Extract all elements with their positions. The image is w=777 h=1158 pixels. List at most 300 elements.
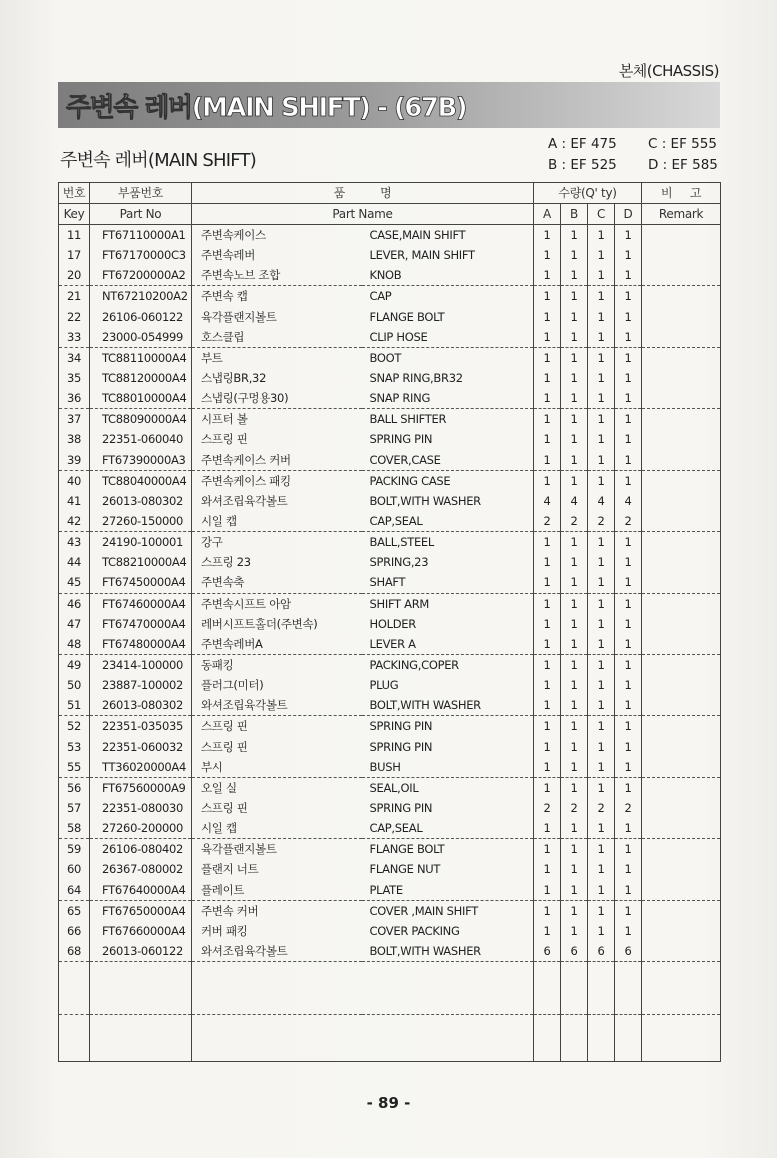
part-key: 21 [59, 286, 90, 307]
part-no-header-en: Part No [90, 204, 192, 225]
remark [642, 695, 721, 716]
part-name-kr: 강구 [192, 532, 362, 553]
remark [642, 327, 721, 348]
qty-d: 1 [615, 286, 642, 307]
part-name-en: BOLT,WITH WASHER [362, 941, 534, 962]
remark [642, 880, 721, 901]
qty-c: 1 [588, 552, 615, 572]
table-row [59, 654, 721, 675]
qty-b: 1 [561, 839, 588, 860]
part-key: 43 [59, 532, 90, 553]
part-key: 46 [59, 593, 90, 614]
remark [642, 286, 721, 307]
qty-c: 1 [588, 470, 615, 491]
model-d: D : EF 585 [648, 157, 718, 173]
empty-row [59, 962, 721, 1015]
remark-header-en: Remark [642, 204, 721, 225]
part-key: 57 [59, 798, 90, 818]
qty-b: 1 [561, 225, 588, 246]
part-number: 22351-080030 [90, 798, 192, 818]
qty-b: 1 [561, 286, 588, 307]
empty-cell [59, 962, 90, 1015]
table-row [59, 614, 721, 634]
part-number: FT67200000A2 [90, 265, 192, 286]
qty-d: 1 [615, 859, 642, 879]
parts-table-body [59, 225, 721, 1062]
qty-a: 1 [534, 859, 561, 879]
qty-a: 1 [534, 286, 561, 307]
qty-a: 1 [534, 818, 561, 839]
part-number: 23887-100002 [90, 675, 192, 695]
part-name-kr: 호스클립 [192, 327, 362, 348]
qty-c: 2 [588, 798, 615, 818]
part-name-kr: 커버 패킹 [192, 921, 362, 941]
qty-d: 1 [615, 634, 642, 655]
qty-d: 1 [615, 245, 642, 265]
remark [642, 368, 721, 388]
table-row [59, 737, 721, 757]
qty-a: 2 [534, 511, 561, 532]
part-name-kr: 주변속시프트 아암 [192, 593, 362, 614]
part-name-kr: 주변속노브 조합 [192, 265, 362, 286]
qty-d: 1 [615, 368, 642, 388]
remark-header-kr: 비 고 [642, 183, 721, 204]
part-name-kr: 스프링 핀 [192, 716, 362, 737]
qty-d: 1 [615, 307, 642, 327]
part-key: 58 [59, 818, 90, 839]
qty-a: 1 [534, 675, 561, 695]
part-key: 51 [59, 695, 90, 716]
table-row [59, 941, 721, 962]
part-name-en: BOLT,WITH WASHER [362, 695, 534, 716]
parts-table [58, 182, 721, 1062]
part-name-en: HOLDER [362, 614, 534, 634]
qty-d: 1 [615, 552, 642, 572]
qty-d: 1 [615, 900, 642, 921]
model-b: B : EF 525 [548, 157, 617, 173]
qty-header: 수량(Q' ty) [534, 183, 642, 204]
part-number: TC88090000A4 [90, 409, 192, 430]
qty-b: 1 [561, 307, 588, 327]
part-key: 56 [59, 777, 90, 798]
remark [642, 511, 721, 532]
qty-a: 1 [534, 614, 561, 634]
table-row [59, 368, 721, 388]
qty-b: 1 [561, 532, 588, 553]
part-key: 65 [59, 900, 90, 921]
part-number: TC88010000A4 [90, 388, 192, 409]
part-number: FT67110000A1 [90, 225, 192, 246]
part-name-en: PACKING CASE [362, 470, 534, 491]
part-name-en: SHIFT ARM [362, 593, 534, 614]
qty-a: 4 [534, 491, 561, 511]
empty-cell [561, 1015, 588, 1062]
qty-a: 1 [534, 839, 561, 860]
part-name-en: SPRING PIN [362, 737, 534, 757]
qty-d: 2 [615, 511, 642, 532]
qty-d: 1 [615, 921, 642, 941]
remark [642, 409, 721, 430]
part-number: 27260-200000 [90, 818, 192, 839]
empty-cell [615, 962, 642, 1015]
part-number: FT67460000A4 [90, 593, 192, 614]
part-number: 26106-060122 [90, 307, 192, 327]
part-name-kr: 시일 캡 [192, 818, 362, 839]
part-number: FT67390000A3 [90, 450, 192, 471]
qty-b: 1 [561, 880, 588, 901]
qty-b: 1 [561, 245, 588, 265]
qty-c: 1 [588, 307, 615, 327]
qty-d: 2 [615, 798, 642, 818]
qty-c: 1 [588, 757, 615, 778]
part-name-en: SPRING PIN [362, 798, 534, 818]
qty-col-c: C [588, 204, 615, 225]
part-key: 60 [59, 859, 90, 879]
remark [642, 245, 721, 265]
part-key: 64 [59, 880, 90, 901]
part-name-kr: 스프링 핀 [192, 429, 362, 449]
table-row [59, 880, 721, 901]
qty-b: 1 [561, 450, 588, 471]
part-key: 38 [59, 429, 90, 449]
qty-b: 1 [561, 675, 588, 695]
key-header-en: Key [59, 204, 90, 225]
part-key: 44 [59, 552, 90, 572]
part-name-kr: 와셔조립육각볼트 [192, 491, 362, 511]
part-name-kr: 주변속레버 [192, 245, 362, 265]
model-a: A : EF 475 [548, 136, 617, 152]
remark [642, 614, 721, 634]
part-number: TC88210000A4 [90, 552, 192, 572]
part-name-en: KNOB [362, 265, 534, 286]
table-row [59, 470, 721, 491]
part-key: 53 [59, 737, 90, 757]
qty-a: 1 [534, 245, 561, 265]
part-name-en: BOOT [362, 347, 534, 368]
model-legend-left [548, 134, 617, 176]
remark [642, 307, 721, 327]
part-name-kr: 시일 캡 [192, 511, 362, 532]
part-number: 26013-080302 [90, 491, 192, 511]
part-number: 26013-080302 [90, 695, 192, 716]
table-row [59, 572, 721, 593]
qty-b: 1 [561, 409, 588, 430]
part-name-en: CASE,MAIN SHIFT [362, 225, 534, 246]
remark [642, 634, 721, 655]
part-number: NT67210200A2 [90, 286, 192, 307]
qty-d: 1 [615, 327, 642, 348]
qty-a: 1 [534, 265, 561, 286]
part-key: 47 [59, 614, 90, 634]
empty-cell [362, 962, 534, 1015]
remark [642, 347, 721, 368]
qty-b: 1 [561, 614, 588, 634]
part-name-kr: 주변속케이스 커버 [192, 450, 362, 471]
table-row [59, 716, 721, 737]
qty-c: 1 [588, 818, 615, 839]
qty-c: 1 [588, 695, 615, 716]
part-number: TC88120000A4 [90, 368, 192, 388]
qty-c: 1 [588, 286, 615, 307]
qty-a: 1 [534, 757, 561, 778]
key-header-kr: 번호 [59, 183, 90, 204]
qty-c: 1 [588, 900, 615, 921]
part-name-kr: 오일 실 [192, 777, 362, 798]
qty-a: 1 [534, 327, 561, 348]
qty-a: 1 [534, 654, 561, 675]
qty-a: 1 [534, 409, 561, 430]
qty-a: 1 [534, 921, 561, 941]
empty-cell [59, 1015, 90, 1062]
qty-b: 1 [561, 572, 588, 593]
part-name-en: SPRING PIN [362, 429, 534, 449]
qty-c: 1 [588, 388, 615, 409]
part-name-kr: 스냅링BR,32 [192, 368, 362, 388]
part-name-en: PLATE [362, 880, 534, 901]
qty-a: 1 [534, 450, 561, 471]
section-label: 본체(CHASSIS) [618, 62, 719, 80]
qty-b: 2 [561, 511, 588, 532]
qty-c: 1 [588, 245, 615, 265]
qty-c: 1 [588, 409, 615, 430]
part-number: TC88040000A4 [90, 470, 192, 491]
qty-a: 1 [534, 777, 561, 798]
remark [642, 757, 721, 778]
table-row [59, 286, 721, 307]
qty-d: 4 [615, 491, 642, 511]
qty-b: 2 [561, 798, 588, 818]
table-row [59, 900, 721, 921]
part-name-en: LEVER, MAIN SHIFT [362, 245, 534, 265]
qty-b: 6 [561, 941, 588, 962]
part-name-en: BALL SHIFTER [362, 409, 534, 430]
qty-col-a: A [534, 204, 561, 225]
part-key: 35 [59, 368, 90, 388]
part-name-kr: 레버시프트홀더(주변속) [192, 614, 362, 634]
part-name-en: PLUG [362, 675, 534, 695]
table-row [59, 388, 721, 409]
qty-d: 1 [615, 532, 642, 553]
part-name-en: COVER,CASE [362, 450, 534, 471]
qty-c: 1 [588, 327, 615, 348]
part-name-en: FLANGE NUT [362, 859, 534, 879]
part-name-en: SPRING PIN [362, 716, 534, 737]
part-name-en: SHAFT [362, 572, 534, 593]
part-name-kr: 스프링 핀 [192, 798, 362, 818]
qty-col-d: D [615, 204, 642, 225]
part-key: 68 [59, 941, 90, 962]
qty-a: 1 [534, 429, 561, 449]
qty-c: 1 [588, 572, 615, 593]
qty-a: 1 [534, 737, 561, 757]
empty-cell [561, 962, 588, 1015]
part-name-en: FLANGE BOLT [362, 307, 534, 327]
qty-d: 1 [615, 429, 642, 449]
empty-cell [90, 962, 192, 1015]
name-header-kr: 품 명 [192, 183, 534, 204]
remark [642, 654, 721, 675]
qty-d: 1 [615, 614, 642, 634]
part-name-en: PACKING,COPER [362, 654, 534, 675]
part-key: 42 [59, 511, 90, 532]
part-key: 33 [59, 327, 90, 348]
qty-b: 1 [561, 921, 588, 941]
part-number: FT67170000C3 [90, 245, 192, 265]
part-name-en: COVER ,MAIN SHIFT [362, 900, 534, 921]
remark [642, 921, 721, 941]
qty-c: 1 [588, 654, 615, 675]
part-name-kr: 주변속레버A [192, 634, 362, 655]
table-row [59, 675, 721, 695]
table-row [59, 327, 721, 348]
qty-a: 1 [534, 347, 561, 368]
part-number: FT67640000A4 [90, 880, 192, 901]
part-key: 55 [59, 757, 90, 778]
qty-b: 4 [561, 491, 588, 511]
header-row-1 [59, 183, 721, 204]
part-number: 26013-060122 [90, 941, 192, 962]
qty-a: 1 [534, 593, 561, 614]
part-number: 24190-100001 [90, 532, 192, 553]
remark [642, 265, 721, 286]
part-number: 23414-100000 [90, 654, 192, 675]
part-number: 27260-150000 [90, 511, 192, 532]
part-name-kr: 주변속케이스 [192, 225, 362, 246]
part-name-en: BALL,STEEL [362, 532, 534, 553]
part-name-en: SNAP RING,BR32 [362, 368, 534, 388]
qty-d: 1 [615, 839, 642, 860]
remark [642, 675, 721, 695]
qty-d: 1 [615, 777, 642, 798]
qty-d: 1 [615, 695, 642, 716]
qty-d: 1 [615, 347, 642, 368]
part-number: FT67480000A4 [90, 634, 192, 655]
qty-c: 1 [588, 675, 615, 695]
qty-b: 1 [561, 388, 588, 409]
table-row [59, 921, 721, 941]
remark [642, 798, 721, 818]
empty-cell [90, 1015, 192, 1062]
qty-c: 1 [588, 716, 615, 737]
part-name-kr: 육각플랜지볼트 [192, 307, 362, 327]
part-number: FT67650000A4 [90, 900, 192, 921]
qty-c: 1 [588, 532, 615, 553]
part-key: 66 [59, 921, 90, 941]
qty-b: 1 [561, 737, 588, 757]
empty-cell [534, 1015, 561, 1062]
part-number: FT67470000A4 [90, 614, 192, 634]
table-row [59, 491, 721, 511]
qty-c: 1 [588, 225, 615, 246]
table-row [59, 511, 721, 532]
qty-c: 1 [588, 347, 615, 368]
qty-a: 2 [534, 798, 561, 818]
part-name-en: CAP [362, 286, 534, 307]
qty-b: 1 [561, 347, 588, 368]
part-key: 39 [59, 450, 90, 471]
table-row [59, 634, 721, 655]
part-number: 22351-035035 [90, 716, 192, 737]
part-key: 36 [59, 388, 90, 409]
part-name-en: SEAL,OIL [362, 777, 534, 798]
part-name-en: CLIP HOSE [362, 327, 534, 348]
table-row [59, 450, 721, 471]
table-row [59, 593, 721, 614]
qty-c: 1 [588, 593, 615, 614]
banner-title: 주변속 레버(MAIN SHIFT) - (67B) [66, 93, 467, 123]
qty-c: 4 [588, 491, 615, 511]
part-name-en: SNAP RING [362, 388, 534, 409]
qty-a: 1 [534, 388, 561, 409]
table-row [59, 225, 721, 246]
qty-d: 1 [615, 737, 642, 757]
model-legend-right [648, 134, 718, 176]
remark [642, 737, 721, 757]
remark [642, 470, 721, 491]
qty-b: 1 [561, 716, 588, 737]
model-c: C : EF 555 [648, 136, 717, 152]
part-name-en: CAP,SEAL [362, 511, 534, 532]
qty-d: 1 [615, 654, 642, 675]
remark [642, 450, 721, 471]
table-row [59, 532, 721, 553]
qty-b: 1 [561, 327, 588, 348]
remark [642, 777, 721, 798]
qty-d: 6 [615, 941, 642, 962]
part-name-kr: 플랜지 너트 [192, 859, 362, 879]
title-banner [58, 82, 720, 128]
qty-col-b: B [561, 204, 588, 225]
part-key: 50 [59, 675, 90, 695]
qty-a: 1 [534, 572, 561, 593]
qty-d: 1 [615, 572, 642, 593]
part-name-kr: 플레이트 [192, 880, 362, 901]
part-name-en: COVER PACKING [362, 921, 534, 941]
qty-b: 1 [561, 777, 588, 798]
qty-a: 1 [534, 225, 561, 246]
table-row [59, 818, 721, 839]
qty-d: 1 [615, 265, 642, 286]
part-number: FT67560000A9 [90, 777, 192, 798]
remark [642, 552, 721, 572]
part-number: 22351-060032 [90, 737, 192, 757]
qty-c: 1 [588, 634, 615, 655]
part-name-kr: 시프터 볼 [192, 409, 362, 430]
part-name-kr: 부트 [192, 347, 362, 368]
page-number: - 89 - [366, 1094, 411, 1112]
qty-a: 1 [534, 552, 561, 572]
empty-cell [534, 962, 561, 1015]
qty-b: 1 [561, 429, 588, 449]
part-number: TT36020000A4 [90, 757, 192, 778]
remark [642, 900, 721, 921]
qty-c: 1 [588, 839, 615, 860]
table-row [59, 798, 721, 818]
qty-a: 1 [534, 695, 561, 716]
part-no-header-kr: 부품번호 [90, 183, 192, 204]
table-row [59, 245, 721, 265]
remark [642, 839, 721, 860]
table-row [59, 695, 721, 716]
qty-c: 1 [588, 614, 615, 634]
qty-d: 1 [615, 716, 642, 737]
remark [642, 941, 721, 962]
qty-a: 1 [534, 470, 561, 491]
part-name-kr: 부시 [192, 757, 362, 778]
remark [642, 593, 721, 614]
qty-c: 1 [588, 737, 615, 757]
qty-b: 1 [561, 859, 588, 879]
